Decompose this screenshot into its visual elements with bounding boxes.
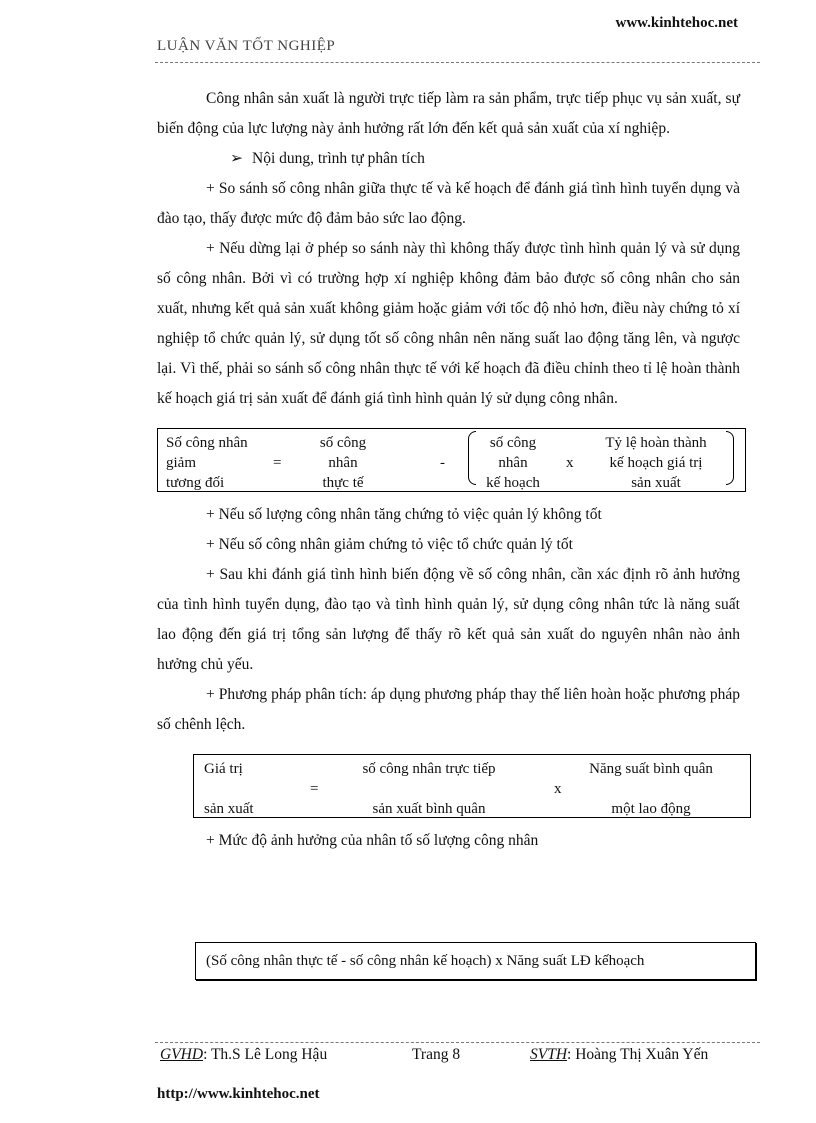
footer-divider	[155, 1042, 760, 1043]
formula-left-term: Giá trị sản xuất	[204, 761, 254, 817]
formula-times: x	[554, 781, 562, 797]
paragraph: + Mức độ ảnh hưởng của nhân tố số lượng công nhân	[206, 832, 539, 849]
formula-times: x	[566, 455, 574, 471]
student-name: : Hoàng Thị Xuân Yến	[567, 1046, 709, 1063]
paragraph: + So sánh số công nhân giữa thực tế và kế hoạch để đánh giá tình hình tuyển dụng và đào tạo, thấy được mức độ đảm bảo sức lao động.	[157, 180, 740, 227]
formula-workers-term: số công nhân trực tiếp sản xuất bình quân	[362, 761, 496, 817]
footer-student	[530, 1046, 708, 1064]
bullet-text: Nội dung, trình tự phân tích	[252, 150, 425, 167]
paragraph: + Sau khi đánh giá tình hình biến động về số công nhân, cần xác định rõ ảnh hưởng của tình hình tuyển dụng, đào tạo và tình hình quản lý, sử dụng công nhân tức là năng suất lao động đến giá trị tổng sản lượng để thấy rõ kết quả sản xuất do nguyên nhân nào ảnh hưởng chủ yếu.	[157, 566, 740, 673]
paragraph: + Phương pháp phân tích: áp dụng phương pháp thay thế liên hoàn hoặc phương pháp số chênh lệch.	[157, 686, 740, 733]
footer-page-number: Trang 8	[412, 1046, 461, 1063]
bullet-item	[157, 144, 740, 174]
paragraph: + Nếu dừng lại ở phép so sánh này thì không thấy được tình hình quản lý và sử dụng số công nhân. Bởi vì có trường hợp xí nghiệp không đảm bảo được số công nhân cho sản xuất, nhưng kết quả sản xuất không giảm hoặc giảm với tốc độ nhỏ hơn, điều này chứng tỏ xí nghiệp tổ chức quản lý, sử dụng tốt số công nhân nên năng suất lao động tăng lên, và ngược lại. Vì thế, phải so sánh số công nhân thực tế với kế hoạch đã điều chỉnh theo tỉ lệ hoàn thành kế hoạch giá trị sản xuất để đánh giá tình hình quản lý sử dụng công nhân.	[157, 240, 740, 407]
formula-relative-change-box	[157, 428, 746, 492]
formula-actual-term: số công nhân thực tế	[319, 435, 367, 491]
header-site-url[interactable]: www.kinhtehoc.net	[615, 15, 738, 31]
formula-left-term: Số công nhân giảm tương đối	[166, 435, 248, 491]
paragraph: + Nếu số lượng công nhân tăng chứng tỏ việc quản lý không tốt	[206, 506, 602, 523]
formula-equals: =	[310, 781, 319, 797]
formula-equals: =	[273, 455, 282, 471]
header-divider	[155, 62, 760, 63]
document-body	[157, 84, 740, 856]
paragraph: + Nếu số công nhân giảm chứng tỏ việc tổ chức quản lý tốt	[206, 536, 573, 553]
formula-productivity-term: Năng suất bình quân một lao động	[589, 761, 713, 817]
paragraph: Công nhân sản xuất là người trực tiếp làm ra sản phẩm, trực tiếp phục vụ sản xuất, sự biến động của lực lượng này ảnh hưởng rất lớn đến kết quả sản xuất của xí nghiệp.	[157, 90, 740, 137]
advisor-name: : Th.S Lê Long Hậu	[203, 1046, 328, 1063]
header-title: LUẬN VĂN TỐT NGHIỆP	[157, 38, 336, 54]
arrow-bullet-icon: ➢	[230, 150, 243, 167]
footer-advisor	[160, 1046, 327, 1064]
right-bracket	[726, 431, 734, 485]
formula-impact-box: (Số công nhân thực tế - số công nhân kế hoạch) x Năng suất LĐ kếhoạch	[195, 942, 756, 980]
advisor-label: GVHD	[160, 1046, 204, 1063]
footer-site-url[interactable]: http://www.kinhtehoc.net	[157, 1086, 320, 1102]
formula-production-value-box	[193, 754, 751, 818]
student-label: SVTH	[530, 1046, 568, 1063]
formula-plan-term: số công nhân kế hoạch	[486, 435, 540, 491]
formula-minus: -	[440, 455, 445, 471]
formula-ratio-term: Tỷ lệ hoàn thành kế hoạch giá trị sản xuất	[605, 435, 707, 491]
